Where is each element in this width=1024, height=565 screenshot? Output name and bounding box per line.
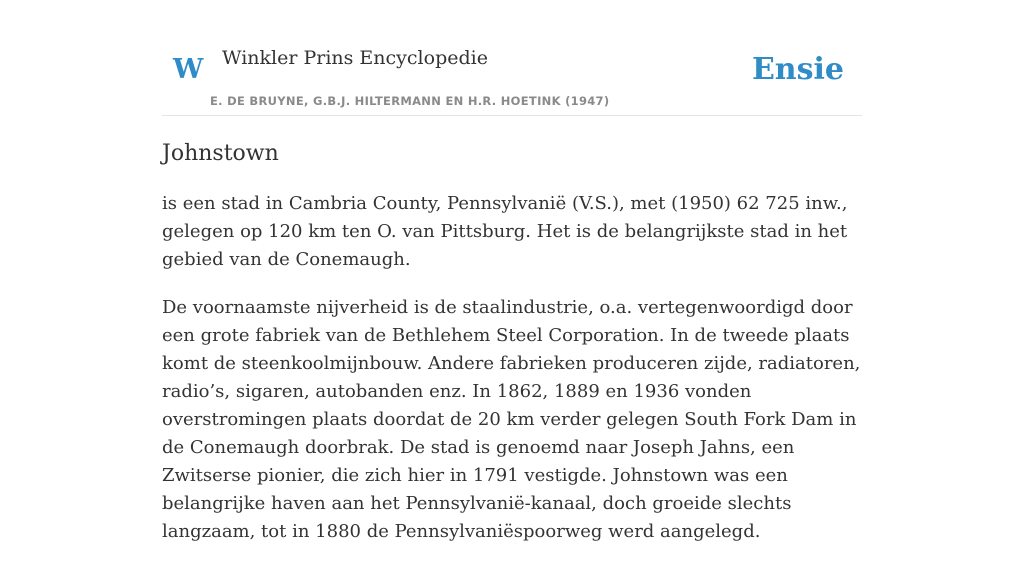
article bbox=[162, 138, 862, 565]
site-header bbox=[162, 0, 862, 116]
ensie-brand-link[interactable]: Ensie bbox=[751, 52, 844, 87]
publication-authors: E. DE BRUYNE, G.B.J. HILTERMANN EN H.R. HOETINK (1947) bbox=[210, 94, 610, 108]
article-title: Johnstown bbox=[162, 141, 279, 166]
publication-title[interactable]: Winkler Prins Encyclopedie bbox=[222, 47, 488, 69]
article-paragraph: is een stad in Cambria County, Pennsylvanië (V.S.), met (1950) 62 725 inw., gelegen op 120 km ten O. van Pittsburg. Het is de belangrijkste stad in het gebied van de Conemaugh. bbox=[162, 193, 848, 270]
winkler-prins-logo[interactable]: W bbox=[173, 54, 204, 85]
article-paragraph: De voornaamste nijverheid is de staalindustrie, o.a. vertegenwoordigd door een grote fabriek van de Bethlehem Steel Corporation. In de tweede plaats komt de steenkoolmijnbouw. Andere fabrieken produceren zijde, radiatoren, radio’s, sigaren, autobanden enz. In 1862, 1889 en 1936 vonden overstromingen plaats doordat de 20 km verder gelegen South Fork Dam in de Conemaugh doorbrak. De stad is genoemd naar Joseph Jahns, een Zwitserse pionier, die zich hier in 1791 vestigde. Johnstown was een belangrijke haven aan het Pennsylvanië-kanaal, doch groeide slechts langzaam, tot in 1880 de Pennsylvaniëspoorweg werd aangelegd. bbox=[162, 297, 861, 542]
